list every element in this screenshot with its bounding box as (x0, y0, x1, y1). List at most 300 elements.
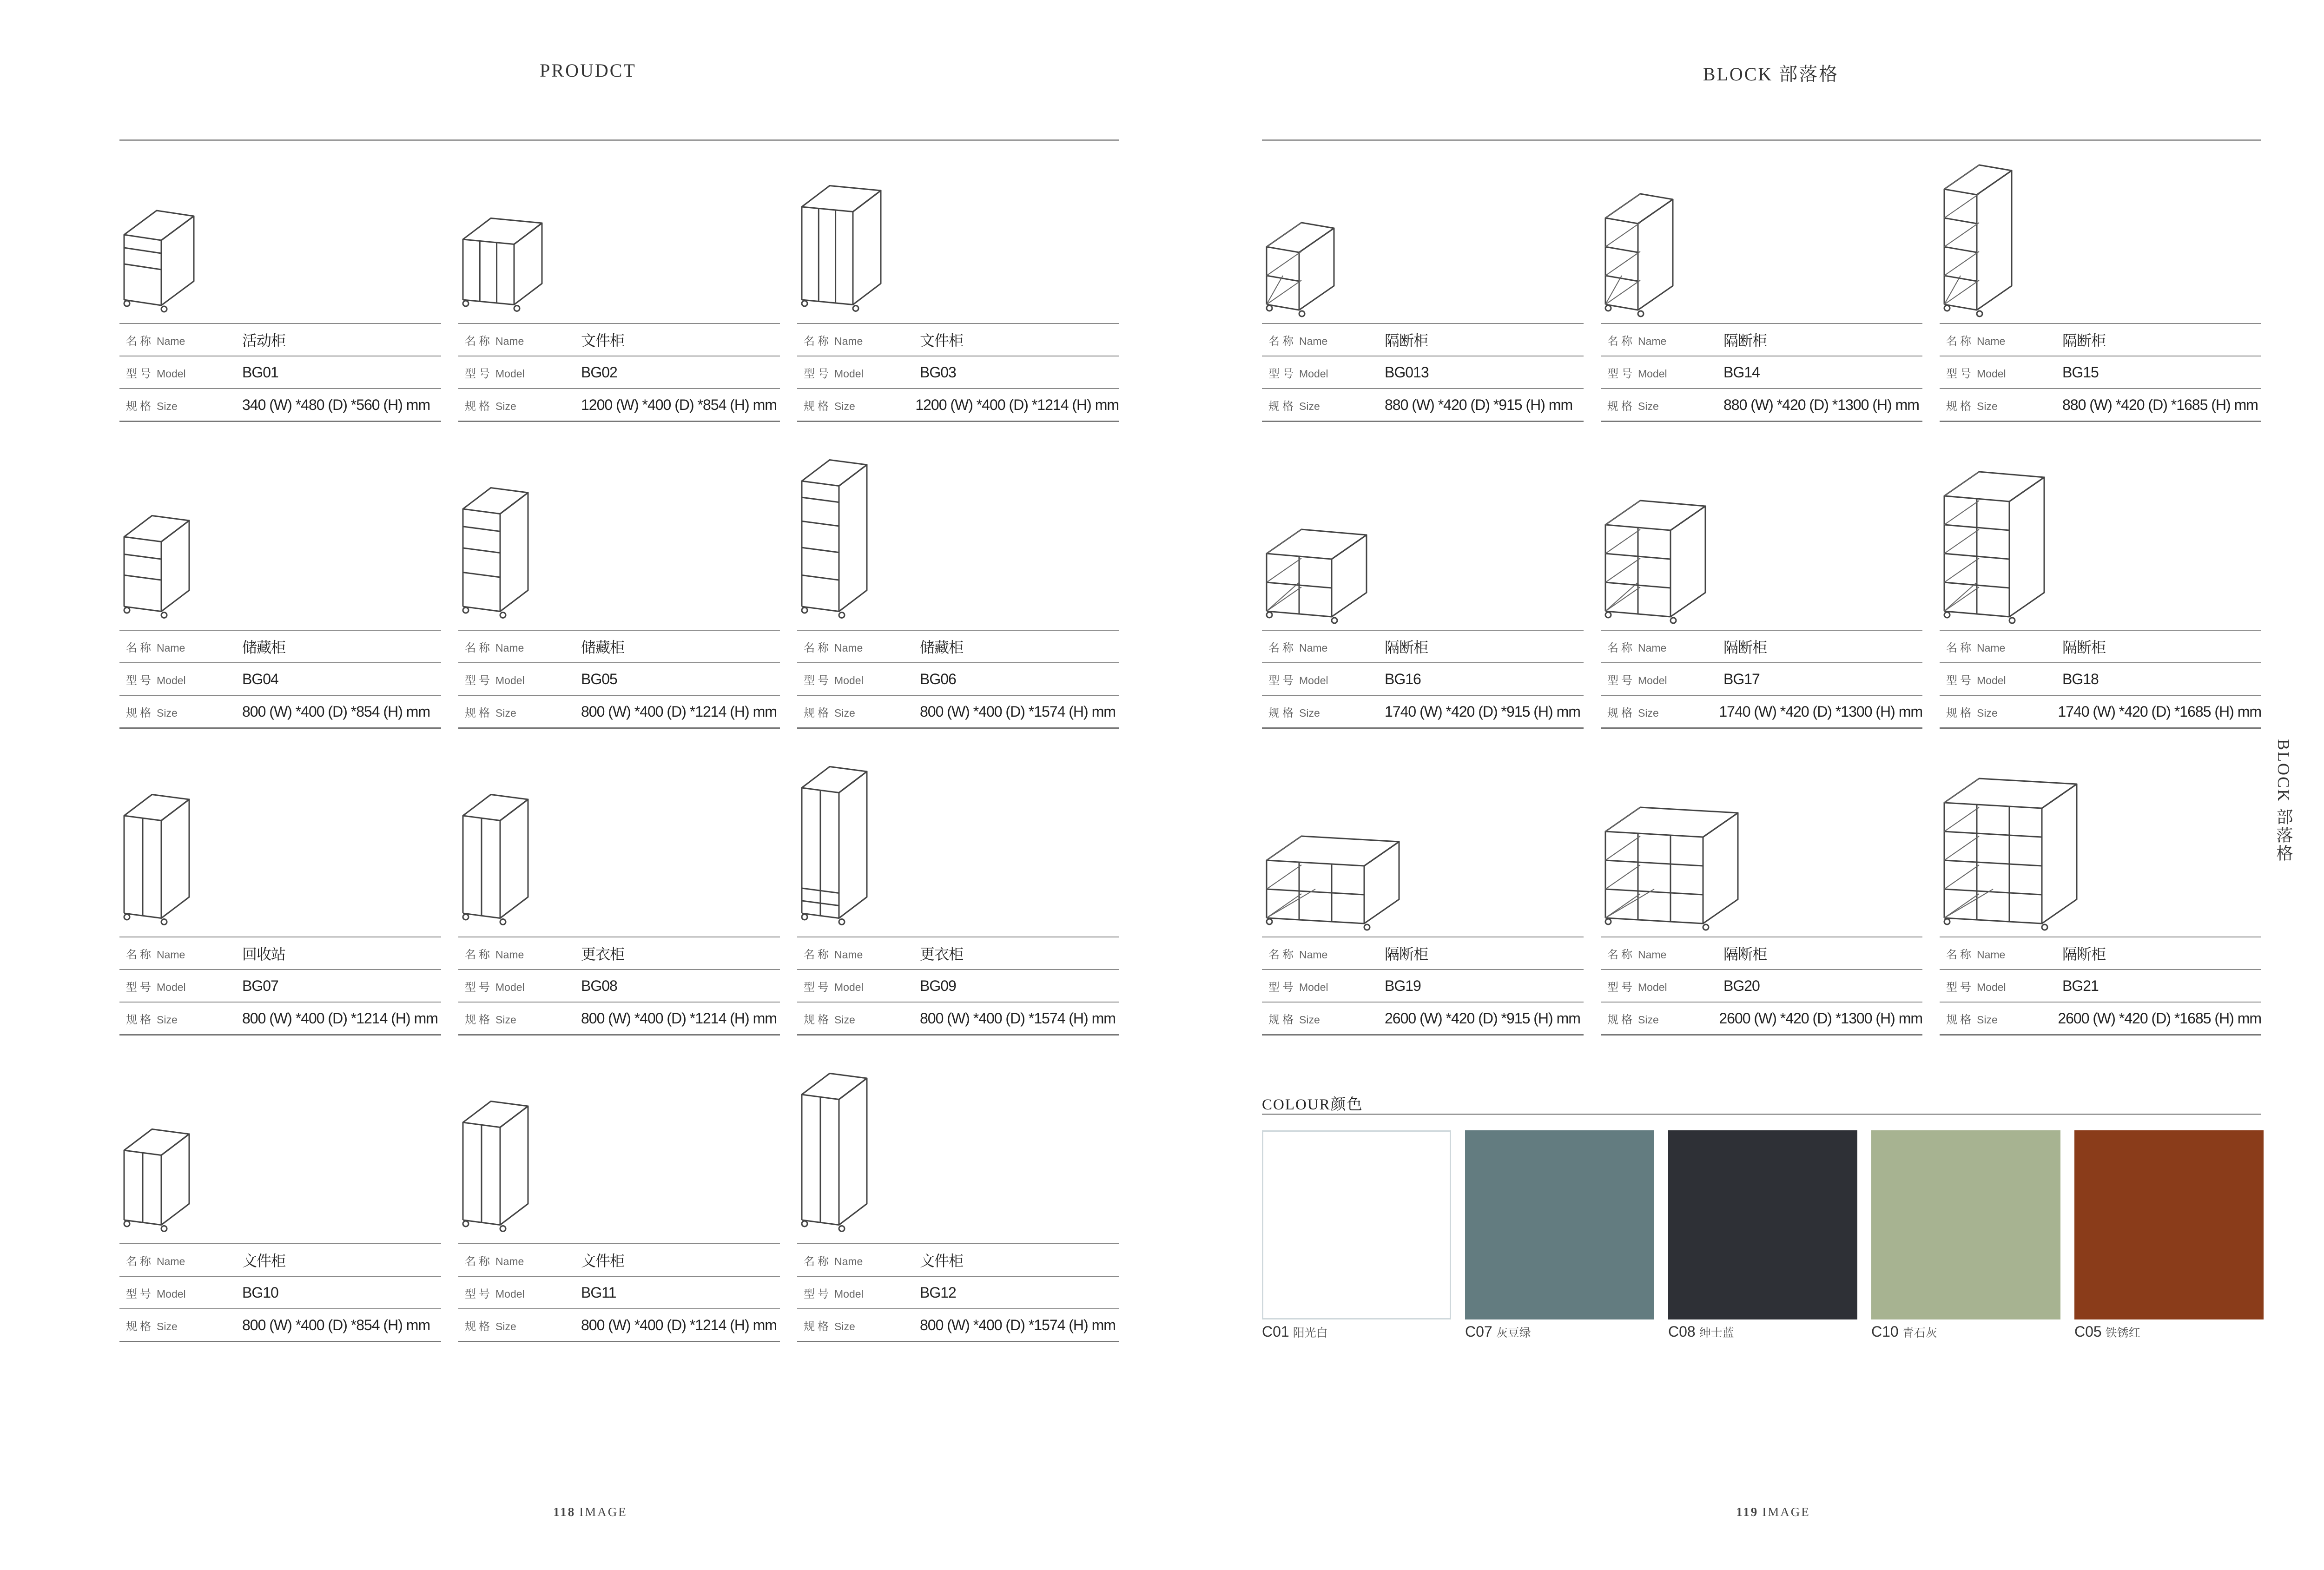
spec-label (1601, 978, 1723, 994)
spec-label-cn: 型号 (1607, 367, 1635, 380)
spec-label (1262, 639, 1385, 655)
spec-row-size (458, 389, 780, 422)
spec-label-cn: 名称 (465, 335, 493, 348)
spec-value-model: BG05 (581, 670, 617, 687)
spec-label-en: Size (834, 706, 855, 719)
product-card (797, 151, 1119, 458)
colour-code: C01 (1262, 1323, 1289, 1340)
spec-label-cn: 型号 (1268, 981, 1296, 994)
spec-value-name: 更衣柜 (581, 946, 625, 963)
spec-row-size (1940, 389, 2261, 422)
product-card (1601, 151, 1922, 458)
spec-label-en: Name (157, 335, 185, 347)
spec-label-cn: 名称 (465, 641, 493, 654)
spec-label-en: Size (495, 400, 516, 412)
spec-label (1940, 639, 2062, 655)
spec-label-en: Size (834, 1320, 855, 1333)
spec-value-name: 隔断柜 (1385, 639, 1428, 656)
spec-label (797, 978, 920, 994)
spec-label-cn: 规格 (126, 1320, 154, 1333)
spec-label (119, 332, 242, 348)
spec-label-cn: 型号 (804, 674, 832, 687)
spec-row-model (1262, 663, 1584, 696)
product-card (458, 1071, 780, 1378)
spec-row-model (458, 356, 780, 389)
spec-value-name: 隔断柜 (1723, 332, 1767, 349)
spec-label-cn: 名称 (804, 641, 832, 654)
spec-row-name (797, 631, 1119, 663)
spec-value-model: BG20 (1723, 977, 1760, 994)
shelf-3x2-drawing (1262, 765, 1584, 937)
spec-value-name: 储藏柜 (581, 639, 625, 656)
spec-row-name (458, 324, 780, 356)
spec-label-cn: 型号 (126, 674, 154, 687)
spec-label-en: Model (157, 367, 186, 380)
spec-label-cn: 名称 (804, 335, 832, 348)
spec-label (1940, 332, 2062, 348)
spec-value-model: BG08 (581, 977, 617, 994)
spec-value-size: 340 (W) *480 (D) *560 (H) mm (242, 396, 430, 413)
spec-value-name: 隔断柜 (2062, 639, 2106, 656)
spec-label-en: Name (495, 335, 524, 347)
spec-value-model: BG19 (1385, 977, 1421, 994)
spec-label (119, 1010, 242, 1027)
spec-label (1262, 945, 1385, 962)
spec-label (119, 1285, 242, 1301)
spec-value-model: BG03 (920, 363, 956, 381)
spec-value-size: 800 (W) *400 (D) *1574 (H) mm (920, 703, 1116, 720)
spec-label-en: Size (495, 1320, 516, 1333)
spec-value-name: 隔断柜 (1723, 639, 1767, 656)
spec-value-size: 880 (W) *420 (D) *1300 (H) mm (1723, 396, 1919, 413)
spec-table (458, 323, 780, 422)
spec-row-name (1940, 324, 2261, 356)
spec-value-name: 隔断柜 (1723, 946, 1767, 963)
spec-label-cn: 规格 (1946, 706, 1974, 719)
spec-row-name (458, 631, 780, 663)
spec-label (797, 639, 920, 655)
left-page-footer (497, 1505, 683, 1519)
spec-row-size (1940, 1003, 2261, 1036)
spec-label (1601, 704, 1719, 720)
spec-value-model: BG12 (920, 1284, 956, 1301)
colour-chip (1262, 1130, 1451, 1319)
spec-label-en: Name (834, 1255, 863, 1267)
spec-row-model (797, 663, 1119, 696)
spec-row-name (797, 937, 1119, 970)
shelf-1x4-drawing (1940, 151, 2261, 323)
spec-label-en: Size (157, 706, 178, 719)
spec-row-model (458, 1277, 780, 1309)
spec-table (797, 1243, 1119, 1342)
spec-row-size (797, 1309, 1119, 1342)
colour-name: 铁锈红 (2105, 1326, 2140, 1339)
spec-label-cn: 型号 (1946, 367, 1974, 380)
spec-value-size: 1200 (W) *400 (D) *854 (H) mm (581, 396, 777, 413)
spec-value-name: 更衣柜 (920, 946, 964, 963)
spec-row-model (119, 663, 441, 696)
spec-label (797, 671, 920, 687)
spec-label-en: Model (157, 1287, 186, 1300)
spec-label-en: Model (1299, 674, 1328, 686)
spec-value-size: 2600 (W) *420 (D) *1685 (H) mm (2058, 1009, 2261, 1027)
spec-value-size: 800 (W) *400 (D) *1214 (H) mm (581, 1009, 777, 1027)
spec-label-cn: 型号 (804, 367, 832, 380)
spec-label-en: Name (1638, 335, 1667, 347)
spec-label-en: Model (834, 981, 864, 993)
spec-label-en: Size (834, 1013, 855, 1026)
spec-label-cn: 型号 (465, 674, 493, 687)
spec-label-en: Name (1977, 335, 2006, 347)
spec-label-cn: 名称 (465, 948, 493, 961)
spec-label (1940, 397, 2062, 413)
spec-value-model: BG15 (2062, 363, 2099, 381)
spec-label (458, 1010, 581, 1027)
spec-row-name (797, 1244, 1119, 1277)
spec-value-size: 880 (W) *420 (D) *1685 (H) mm (2062, 396, 2258, 413)
spec-row-size (797, 1003, 1119, 1036)
spec-row-size (458, 696, 780, 729)
colour-swatches (1262, 1130, 2264, 1340)
spec-label-en: Model (1638, 367, 1667, 380)
two-door-low-drawing (119, 1071, 441, 1243)
left-product-grid (119, 151, 1119, 1378)
spec-label-cn: 型号 (1946, 674, 1974, 687)
spec-value-name: 储藏柜 (242, 639, 286, 656)
drawer-cabinet-4-drawing (797, 458, 1119, 630)
spec-label-en: Model (834, 1287, 864, 1300)
spec-table (797, 937, 1119, 1036)
spec-label-en: Model (834, 367, 864, 380)
spec-label-cn: 规格 (804, 400, 832, 413)
colour-chip (2074, 1130, 2264, 1319)
spec-label (1940, 978, 2062, 994)
colour-swatch (1668, 1130, 1857, 1340)
product-card (1262, 151, 1584, 458)
spec-label (1940, 704, 2058, 720)
spec-row-size (797, 696, 1119, 729)
spec-value-name: 隔断柜 (1385, 946, 1428, 963)
spec-label-cn: 名称 (804, 948, 832, 961)
mobile-pedestal-drawing (119, 151, 441, 323)
product-card (119, 151, 441, 458)
spec-label (1940, 945, 2062, 962)
spec-value-model: BG10 (242, 1284, 278, 1301)
spec-table (1601, 630, 1922, 729)
spec-row-model (797, 1277, 1119, 1309)
spec-row-size (119, 1309, 441, 1342)
product-card (119, 1071, 441, 1378)
spec-label-cn: 规格 (126, 400, 154, 413)
spec-table (1940, 323, 2261, 422)
spec-label-cn: 名称 (1946, 641, 1974, 654)
product-card (797, 458, 1119, 765)
spec-label-cn: 型号 (126, 367, 154, 380)
right-page-number: 119 (1736, 1505, 1759, 1519)
spec-label-cn: 名称 (126, 948, 154, 961)
spec-row-size (119, 696, 441, 729)
colour-heading: COLOUR颜色 (1262, 1096, 1363, 1113)
spec-row-name (1601, 324, 1922, 356)
right-page-header: BLOCK 部落格 (1703, 64, 1839, 85)
spec-label-en: Name (1638, 948, 1667, 961)
spec-label-en: Size (1977, 706, 1998, 719)
spec-label (458, 1252, 581, 1268)
spec-label-cn: 名称 (1607, 948, 1635, 961)
spec-label-en: Model (1299, 981, 1328, 993)
spec-label (1601, 332, 1723, 348)
spec-label (1601, 671, 1723, 687)
spec-row-name (119, 631, 441, 663)
spec-value-model: BG16 (1385, 670, 1421, 687)
product-card (1601, 458, 1922, 765)
spec-value-model: BG18 (2062, 670, 2099, 687)
colour-code: C08 (1668, 1323, 1696, 1340)
spec-row-size (1601, 1003, 1922, 1036)
spec-row-model (1601, 663, 1922, 696)
spec-label-cn: 名称 (1268, 335, 1296, 348)
spec-value-size: 1200 (W) *400 (D) *1214 (H) mm (915, 396, 1119, 413)
spec-label (797, 1252, 920, 1268)
colour-caption (2074, 1323, 2264, 1340)
spec-value-name: 回收站 (242, 946, 286, 963)
shelf-2x3-drawing (1601, 458, 1922, 630)
spec-value-size: 800 (W) *400 (D) *1574 (H) mm (920, 1009, 1116, 1027)
spec-row-name (458, 1244, 780, 1277)
spec-label (797, 332, 920, 348)
spec-row-model (1940, 970, 2261, 1003)
spec-value-name: 隔断柜 (1385, 332, 1428, 349)
spec-value-name: 文件柜 (581, 332, 625, 349)
spec-label-cn: 名称 (1946, 948, 1974, 961)
colour-swatch (1262, 1130, 1451, 1340)
shelf-1x3-drawing (1601, 151, 1922, 323)
spec-label (1601, 1010, 1719, 1027)
spec-label-cn: 型号 (126, 1287, 154, 1300)
spec-value-size: 800 (W) *400 (D) *1214 (H) mm (581, 703, 777, 720)
spec-label-cn: 名称 (1268, 641, 1296, 654)
spec-row-name (119, 324, 441, 356)
colour-swatch (2074, 1130, 2264, 1340)
spec-label (119, 978, 242, 994)
spec-row-model (1601, 970, 1922, 1003)
spec-label (797, 1010, 920, 1027)
spec-label-en: Size (1299, 400, 1320, 412)
product-card (458, 458, 780, 765)
spec-label (1601, 945, 1723, 962)
spec-label-cn: 规格 (465, 706, 493, 719)
spec-label (458, 945, 581, 962)
spec-label (458, 639, 581, 655)
colour-name: 阳光白 (1293, 1326, 1328, 1339)
spec-label (1940, 671, 2062, 687)
spec-label (458, 671, 581, 687)
spec-label-en: Name (495, 1255, 524, 1267)
spec-table (1262, 937, 1584, 1036)
spec-label-cn: 规格 (1607, 400, 1635, 413)
low-cabinet-wide-drawing (458, 151, 780, 323)
spec-label-cn: 规格 (1946, 400, 1974, 413)
product-card (797, 765, 1119, 1071)
spec-value-size: 2600 (W) *420 (D) *1300 (H) mm (1719, 1009, 1922, 1027)
spec-label (1262, 364, 1385, 381)
spec-label-cn: 名称 (126, 335, 154, 348)
spec-label (458, 978, 581, 994)
spec-label (797, 1317, 920, 1333)
wardrobe-mid-drawing (458, 765, 780, 937)
spec-label-cn: 名称 (465, 1255, 493, 1268)
colour-code: C07 (1465, 1323, 1492, 1340)
spec-label-en: Size (1299, 706, 1320, 719)
spec-label (119, 945, 242, 962)
product-card (1940, 151, 2261, 458)
spec-label-cn: 型号 (465, 981, 493, 994)
spec-row-model (1262, 356, 1584, 389)
shelf-1x2-drawing (1262, 151, 1584, 323)
spec-label (797, 704, 920, 720)
spec-value-name: 活动柜 (242, 332, 286, 349)
spec-label (119, 671, 242, 687)
spec-label-en: Size (1977, 400, 1998, 412)
colour-caption (1871, 1323, 2060, 1340)
spec-value-model: BG07 (242, 977, 278, 994)
product-card (458, 765, 780, 1071)
spec-row-model (1940, 356, 2261, 389)
spec-label-en: Size (834, 400, 855, 412)
spec-label-en: Size (1977, 1013, 1998, 1026)
product-card (458, 151, 780, 458)
spec-label-en: Name (1977, 641, 2006, 654)
spec-table (1262, 323, 1584, 422)
side-tab: BLOCK 部落格 (2274, 739, 2293, 863)
spec-label-en: Name (834, 948, 863, 961)
spec-label-en: Model (1977, 674, 2006, 686)
spec-label (797, 397, 915, 413)
spec-label-en: Name (834, 641, 863, 654)
spec-label-cn: 型号 (126, 981, 154, 994)
spec-label-en: Name (157, 641, 185, 654)
spec-label-cn: 型号 (465, 367, 493, 380)
spec-label-en: Name (157, 948, 185, 961)
spec-row-model (1262, 970, 1584, 1003)
shelf-2x4-drawing (1940, 458, 2261, 630)
spec-label-cn: 名称 (804, 1255, 832, 1268)
spec-value-size: 800 (W) *400 (D) *854 (H) mm (242, 1316, 430, 1333)
spec-value-size: 800 (W) *400 (D) *1574 (H) mm (920, 1316, 1116, 1333)
spec-row-name (1262, 631, 1584, 663)
colour-name: 绅士蓝 (1699, 1326, 1734, 1339)
spec-row-size (1262, 1003, 1584, 1036)
spec-label-cn: 规格 (804, 706, 832, 719)
spec-label-cn: 名称 (1268, 948, 1296, 961)
spec-label-en: Model (495, 981, 525, 993)
product-card (1940, 458, 2261, 765)
drawer-cabinet-3-drawing (458, 458, 780, 630)
spec-label-en: Name (1638, 641, 1667, 654)
spec-value-size: 800 (W) *400 (D) *1214 (H) mm (581, 1316, 777, 1333)
spec-value-model: BG02 (581, 363, 617, 381)
spec-row-model (119, 356, 441, 389)
spec-label (119, 1317, 242, 1333)
spec-label-cn: 规格 (465, 1320, 493, 1333)
spec-value-size: 1740 (W) *420 (D) *915 (H) mm (1385, 703, 1580, 720)
spec-label (458, 1317, 581, 1333)
spec-table (119, 937, 441, 1036)
spec-row-model (458, 970, 780, 1003)
spec-label-en: Size (1638, 706, 1659, 719)
spec-label-cn: 规格 (465, 400, 493, 413)
wardrobe-tall-drawing (797, 765, 1119, 937)
spec-table (458, 937, 780, 1036)
spec-value-model: BG17 (1723, 670, 1760, 687)
spec-row-size (458, 1003, 780, 1036)
spec-label-en: Model (495, 367, 525, 380)
spec-label-cn: 规格 (1268, 1013, 1296, 1026)
spec-table (1601, 937, 1922, 1036)
spec-row-size (1262, 696, 1584, 729)
spec-label (458, 364, 581, 381)
spec-label-en: Size (495, 706, 516, 719)
spec-row-model (797, 970, 1119, 1003)
spec-row-size (1940, 696, 2261, 729)
spec-table (1262, 630, 1584, 729)
spec-label-en: Size (1638, 400, 1659, 412)
spec-row-name (458, 937, 780, 970)
left-footer-label: IMAGE (579, 1505, 627, 1519)
product-card (1601, 765, 1922, 1071)
spec-label-en: Size (157, 1013, 178, 1026)
spec-label (119, 704, 242, 720)
spec-row-name (1940, 631, 2261, 663)
spec-label (458, 397, 581, 413)
spec-table (458, 1243, 780, 1342)
product-card (1262, 458, 1584, 765)
spec-label (458, 704, 581, 720)
spec-label (1601, 364, 1723, 381)
spec-label (119, 397, 242, 413)
spec-value-name: 隔断柜 (2062, 946, 2106, 963)
spec-value-model: BG21 (2062, 977, 2099, 994)
spec-value-model: BG11 (581, 1284, 616, 1301)
spec-label-cn: 型号 (1607, 981, 1635, 994)
spec-row-name (1262, 324, 1584, 356)
spec-label-en: Model (495, 1287, 525, 1300)
spec-label-cn: 名称 (1607, 641, 1635, 654)
spec-label-cn: 规格 (465, 1013, 493, 1026)
mid-cabinet-wide-drawing (797, 151, 1119, 323)
shelf-3x3-drawing (1601, 765, 1922, 937)
spec-value-size: 880 (W) *420 (D) *915 (H) mm (1385, 396, 1573, 413)
product-card (1262, 765, 1584, 1071)
spec-label-cn: 名称 (126, 1255, 154, 1268)
colour-swatch (1465, 1130, 1654, 1340)
left-header-rule (119, 139, 1119, 141)
spec-label (119, 639, 242, 655)
drawer-cabinet-2-drawing (119, 458, 441, 630)
spec-label-en: Name (495, 641, 524, 654)
spec-row-name (1601, 631, 1922, 663)
spec-row-model (1601, 356, 1922, 389)
shelf-2x2-drawing (1262, 458, 1584, 630)
spec-value-size: 800 (W) *400 (D) *1214 (H) mm (242, 1009, 438, 1027)
spec-label-cn: 规格 (804, 1320, 832, 1333)
spec-value-model: BG06 (920, 670, 956, 687)
spec-value-size: 1740 (W) *420 (D) *1685 (H) mm (2058, 703, 2261, 720)
spec-table (119, 323, 441, 422)
spec-label-en: Name (1299, 948, 1328, 961)
spec-row-size (119, 389, 441, 422)
spec-label-en: Size (1299, 1013, 1320, 1026)
